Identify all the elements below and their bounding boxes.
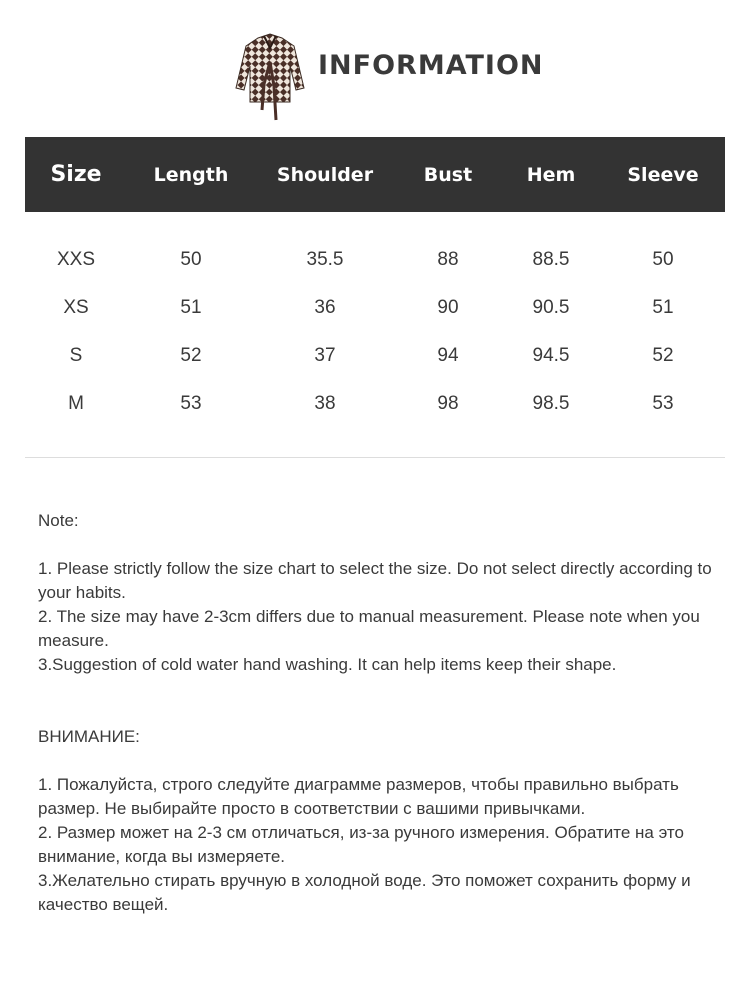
cell-hem: 94.5 [532, 345, 570, 366]
cell-shoulder: 38 [314, 393, 336, 414]
cell-size: XXS [56, 249, 96, 270]
cell-length: 52 [180, 345, 202, 366]
cell-hem: 98.5 [532, 393, 570, 414]
column-header-sleeve: Sleeve [627, 163, 699, 186]
cell-size: XS [63, 297, 89, 318]
cell-bust: 88 [437, 249, 459, 270]
cell-bust: 94 [437, 345, 459, 366]
note-item-en-3: 3.Suggestion of cold water hand washing. It can help items keep their shape. [38, 655, 617, 674]
cell-length: 53 [180, 393, 202, 414]
cell-sleeve: 53 [652, 393, 674, 414]
cell-shoulder: 36 [314, 297, 336, 318]
column-header-shoulder: Shoulder [276, 163, 374, 186]
note-item-ru-3: 3.Желательно стирать вручную в холодной воде. Это поможет сохранить форму и качество вещей. [38, 871, 691, 914]
notes-section [38, 509, 718, 917]
page-title: INFORMATION [318, 50, 544, 81]
column-header-length: Length [153, 163, 229, 186]
column-header-bust: Bust [423, 163, 473, 186]
cell-shoulder: 35.5 [306, 249, 344, 270]
note-item-en-1: 1. Please strictly follow the size chart to select the size. Do not select directly according to your habits. [38, 559, 712, 602]
note-item-ru-2: 2. Размер может на 2-3 см отличаться, из-за ручного измерения. Обратите на это внимание, когда вы измеряете. [38, 823, 684, 866]
cell-size: M [68, 393, 84, 414]
cell-sleeve: 50 [652, 249, 674, 270]
checkered-blouse-icon [234, 32, 306, 124]
cell-hem: 88.5 [532, 249, 570, 270]
cell-sleeve: 51 [652, 297, 674, 318]
table-row [25, 284, 725, 332]
table-row [25, 236, 725, 284]
cell-length: 50 [180, 249, 202, 270]
note-heading-en: Note: [38, 511, 79, 530]
table-row [25, 332, 725, 380]
cell-sleeve: 52 [652, 345, 674, 366]
table-row [25, 380, 725, 428]
note-heading-ru: ВНИМАНИЕ: [38, 727, 140, 746]
table-header-row [25, 137, 725, 212]
column-header-size: Size [50, 162, 102, 187]
cell-bust: 98 [437, 393, 459, 414]
cell-shoulder: 37 [314, 345, 336, 366]
note-item-en-2: 2. The size may have 2-3cm differs due to manual measurement. Please note when you measure. [38, 607, 700, 650]
column-header-hem: Hem [526, 163, 576, 186]
size-chart-table [25, 137, 725, 428]
note-item-ru-1: 1. Пожалуйста, строго следуйте диаграмме размеров, чтобы правильно выбрать размер. Не выбирайте просто в соответствии с вашими привычками. [38, 775, 679, 818]
table-body [25, 212, 725, 428]
section-divider [25, 457, 725, 458]
information-header [0, 28, 750, 128]
cell-hem: 90.5 [532, 297, 570, 318]
cell-size: S [69, 345, 83, 366]
cell-bust: 90 [437, 297, 459, 318]
cell-length: 51 [180, 297, 202, 318]
